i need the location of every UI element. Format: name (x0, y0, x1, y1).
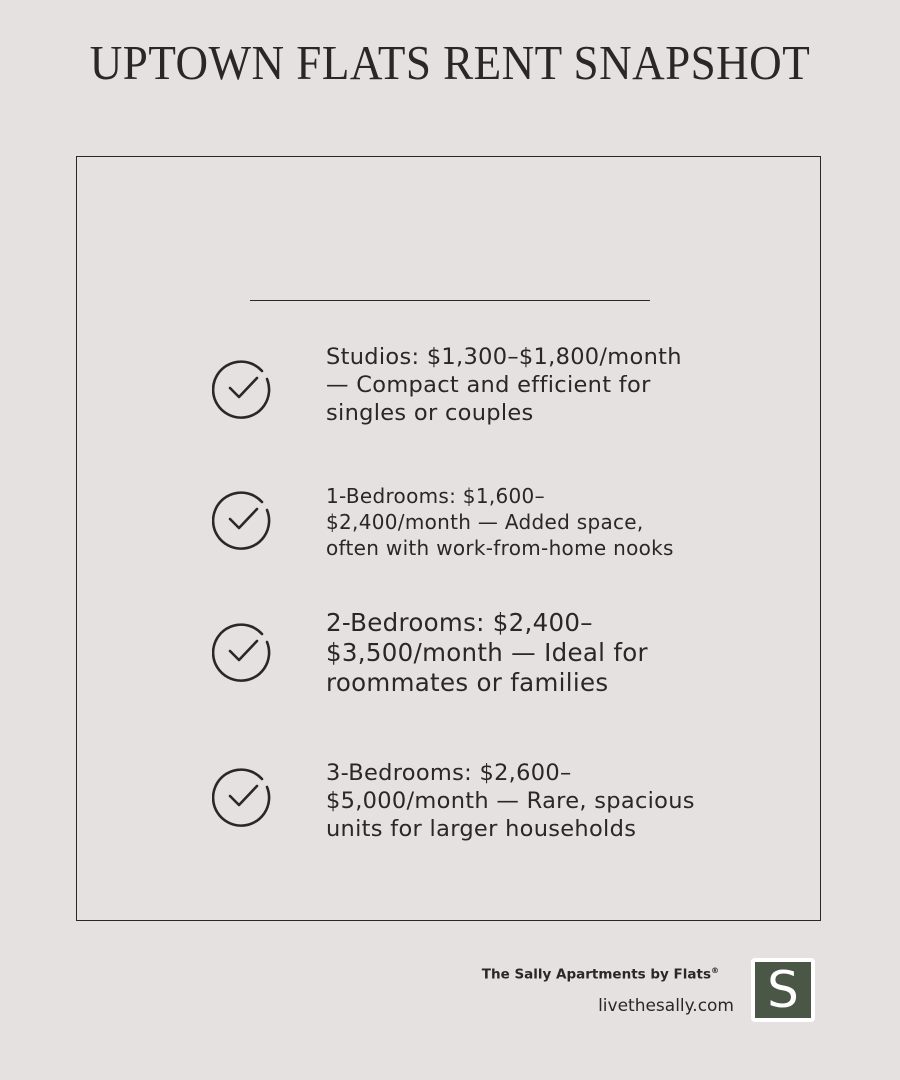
item-line: roommates or families (326, 668, 609, 697)
item-line: 3-Bedrooms: $2,600– (326, 760, 572, 786)
item-line: units for larger households (326, 816, 637, 842)
check-circle-icon (212, 765, 274, 827)
check-circle-icon (212, 357, 274, 419)
item-text (326, 483, 746, 561)
item-text (326, 759, 746, 843)
website-link[interactable]: livethesally.com (598, 996, 734, 1016)
item-line: often with work-from-home nooks (326, 536, 674, 560)
check-circle-icon (212, 620, 274, 682)
item-line: $5,000/month — Rare, spacious (326, 788, 695, 814)
item-text (326, 343, 746, 427)
check-circle-icon (212, 488, 274, 550)
item-line: singles or couples (326, 400, 534, 426)
item-line: Studios: $1,300–$1,800/month (326, 344, 682, 370)
brand-logo (751, 958, 815, 1022)
page-title: UPTOWN FLATS RENT SNAPSHOT (89, 35, 811, 90)
registered-mark: ® (711, 966, 719, 975)
brand-name-text: The Sally Apartments by Flats (481, 966, 711, 983)
item-line: 1-Bedrooms: $1,600– (326, 484, 545, 508)
item-line: 2-Bedrooms: $2,400– (326, 608, 593, 637)
item-line: — Compact and efficient for (326, 372, 651, 398)
item-text (326, 608, 746, 698)
item-line: $3,500/month — Ideal for (326, 638, 648, 667)
divider-line (250, 300, 650, 301)
logo-letter: S (755, 962, 811, 1018)
brand-name (482, 966, 719, 983)
item-line: $2,400/month — Added space, (326, 510, 644, 534)
